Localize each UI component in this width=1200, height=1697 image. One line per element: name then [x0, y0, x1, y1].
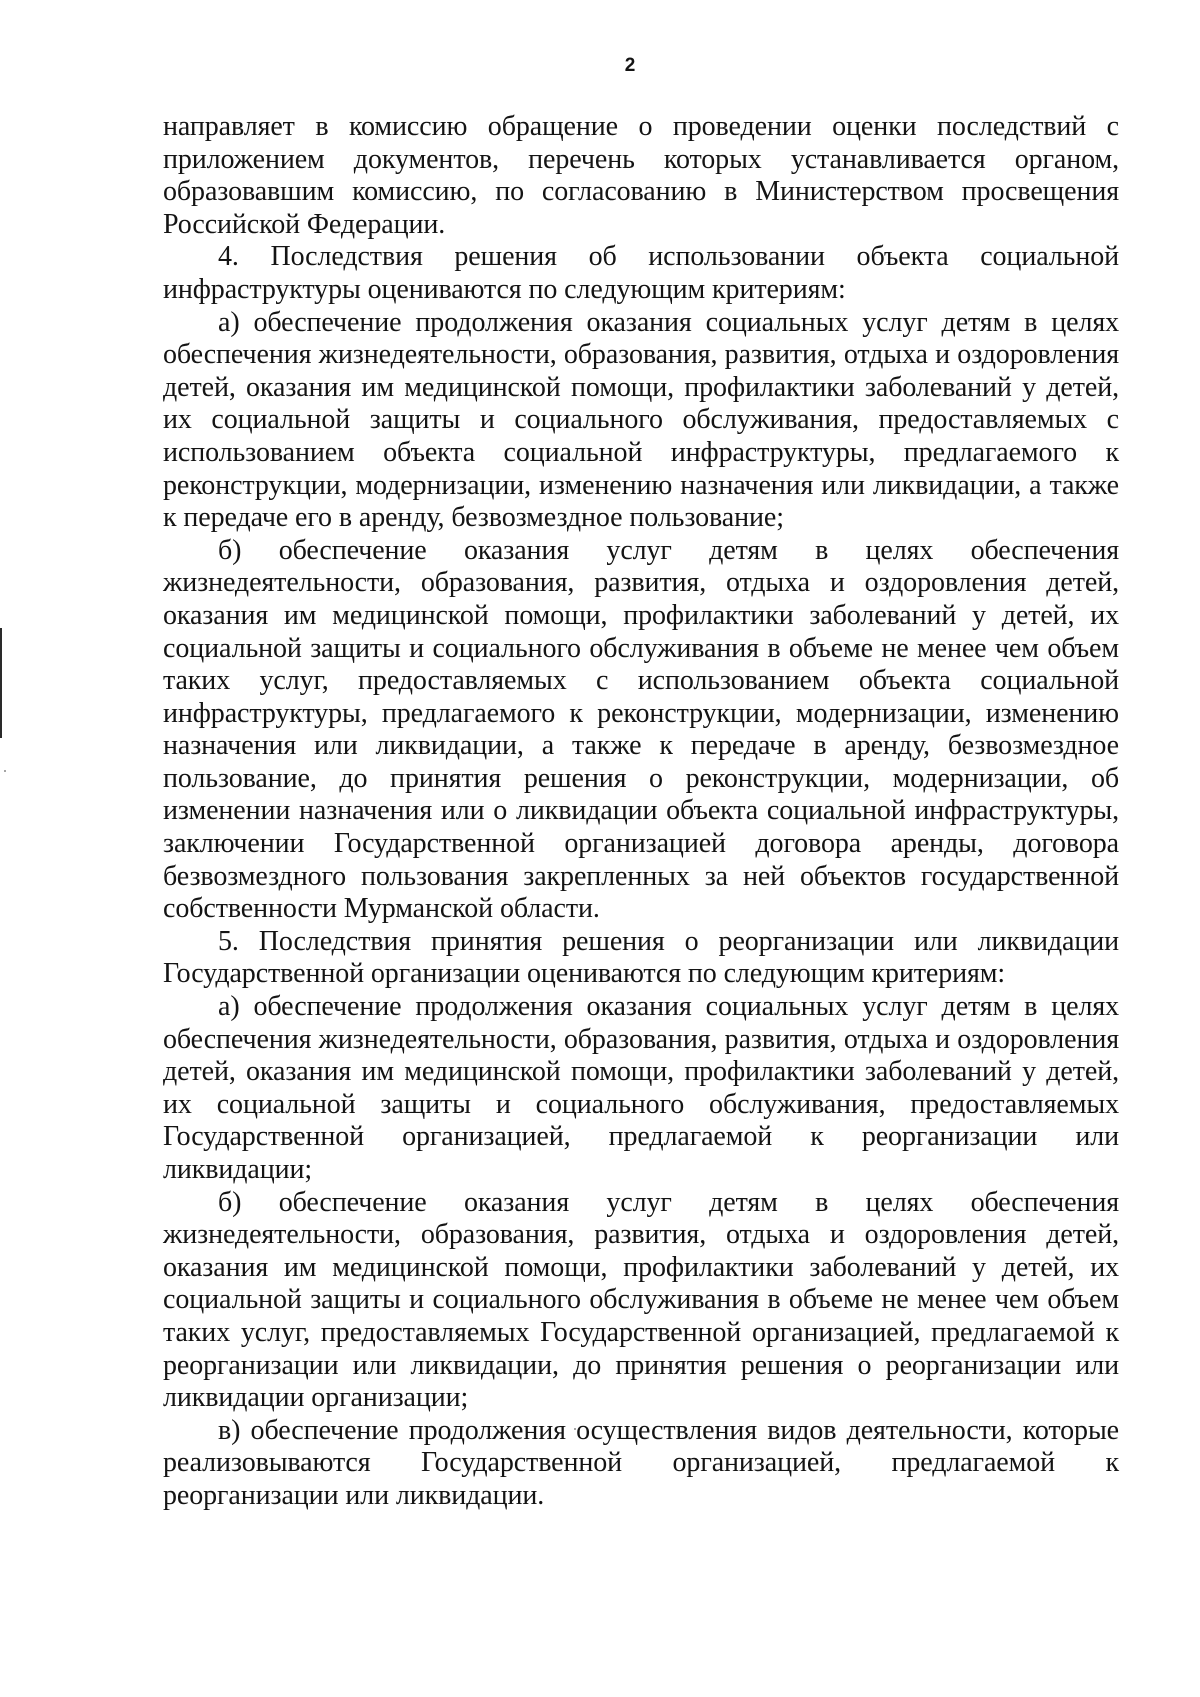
page-number: 2	[624, 55, 636, 76]
scan-edge-mark	[0, 628, 2, 738]
paragraph: б) обеспечение оказания услуг детям в целях обеспечения жизнедеятельности, образования, развития, отдыха и оздоровления детей, оказания им медицинской помощи, профилактики заболеваний у детей, их социальной защиты и социального обслуживания в объеме не менее чем объем таких услуг, предоставляемых с использованием объекта социальной инфраструктуры, предлагаемого к реконструкции, модернизации, изменению назначения или ликвидации, а также к передаче в аренду, безвозмездное пользование, до принятия решения о реконструкции, модернизации, об изменении назначения или о ликвидации объекта социальной инфраструктуры, заключении Государственной организацией договора аренды, договора безвозмездного пользования закрепленных за ней объектов государственной собственности Мурманской области.	[163, 534, 1119, 925]
paragraph: 5. Последствия принятия решения о реорганизации или ликвидации Государственной организации оцениваются по следующим критериям:	[163, 925, 1119, 990]
paragraph: 4. Последствия решения об использовании объекта социальной инфраструктуры оцениваются по следующим критериям:	[163, 241, 1119, 305]
paragraph: в) обеспечение продолжения осуществления видов деятельности, которые реализовываются Государственной организацией, предлагаемой к реорганизации или ликвидации.	[163, 1414, 1119, 1511]
paragraph: а) обеспечение продолжения оказания социальных услуг детям в целях обеспечения жизнедеятельности, образования, развития, отдыха и оздоровления детей, оказания им медицинской помощи, профилактики заболеваний у детей, их социальной защиты и социального обслуживания, предоставляемых Государственной организацией, предлагаемой к реорганизации или ликвидации;	[163, 991, 1119, 1185]
paragraph: а) обеспечение продолжения оказания социальных услуг детям в целях обеспечения жизнедеятельности, образования, развития, отдыха и оздоровления детей, оказания им медицинской помощи, профилактики заболеваний у детей, их социальной защиты и социального обслуживания, предоставляемых с использованием объекта социальной инфраструктуры, предлагаемого к реконструкции, модернизации, изменению назначения или ликвидации, а также к передаче его в аренду, безвозмездное пользование;	[163, 306, 1119, 534]
paragraph: направляет в комиссию обращение о проведении оценки последствий с приложением документов, перечень которых устанавливается органом, образовавшим комиссию, по согласованию в Министерством просвещения Российской Федерации.	[163, 111, 1119, 240]
document-body	[163, 111, 1119, 1513]
paragraph: б) обеспечение оказания услуг детям в целях обеспечения жизнедеятельности, образования, развития, отдыха и оздоровления детей, оказания им медицинской помощи, профилактики заболеваний у детей, их социальной защиты и социального обслуживания в объеме не менее чем объем таких услуг, предоставляемых Государственной организацией, предлагаемой к реорганизации или ликвидации, до принятия решения о реорганизации или ликвидации организации;	[163, 1186, 1119, 1414]
scan-speck	[4, 770, 6, 772]
